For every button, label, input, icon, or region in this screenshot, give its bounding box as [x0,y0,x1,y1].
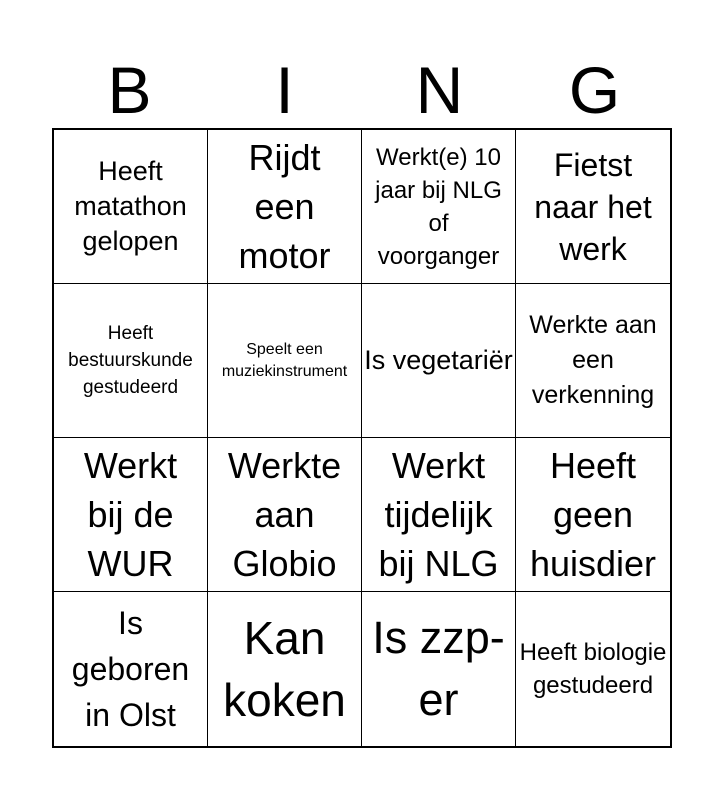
cell-label: Werkte aan Globio [227,445,342,584]
bingo-cell[interactable] [208,284,362,438]
cell-label: Rijdt een motor [238,137,331,276]
cell-label: Heeft geen huisdier [529,445,657,584]
cell-label: Werkt(e) 10 jaar bij NLG of voorganger [375,143,502,270]
cell-label: Werkt bij de WUR [83,445,178,584]
cell-label: Fietst naar het werk [534,146,652,267]
cell-label: Kan koken [223,612,346,726]
cell-label: Speelt een muziekinstrument [221,340,348,380]
cell-label: Heeft biologie gestudeerd [519,639,667,699]
bingo-cell[interactable] [516,438,670,592]
bingo-cell[interactable] [362,284,516,438]
cell-label: Heeft bestuurskunde gestudeerd [68,323,193,398]
bingo-header [52,52,672,128]
cell-label: Werkte aan een verkenning [529,311,657,409]
bingo-cell[interactable] [516,284,670,438]
header-letter-b: B [107,53,152,127]
bingo-cell[interactable] [54,438,208,592]
bingo-cell[interactable] [208,130,362,284]
bingo-cell[interactable] [54,284,208,438]
header-letter-i: I [275,53,294,127]
bingo-cell[interactable] [362,130,516,284]
cell-label: Is zzp-er [372,612,505,725]
bingo-cell[interactable] [362,592,516,746]
bingo-cell[interactable] [54,592,208,746]
bingo-cell[interactable] [362,438,516,592]
bingo-grid [52,128,672,748]
bingo-cell[interactable] [208,592,362,746]
bingo-cell[interactable] [54,130,208,284]
header-letter-n: N [415,53,464,127]
cell-label: Werkt tijdelijk bij NLG [378,445,499,584]
cell-label: Is geboren in Olst [71,605,190,733]
bingo-cell[interactable] [516,592,670,746]
bingo-cell[interactable] [208,438,362,592]
cell-label: Is vegetariër [364,345,513,375]
cell-label: Heeft matathon gelopen [74,156,187,256]
bingo-cell[interactable] [516,130,670,284]
header-letter-g: G [568,53,621,127]
